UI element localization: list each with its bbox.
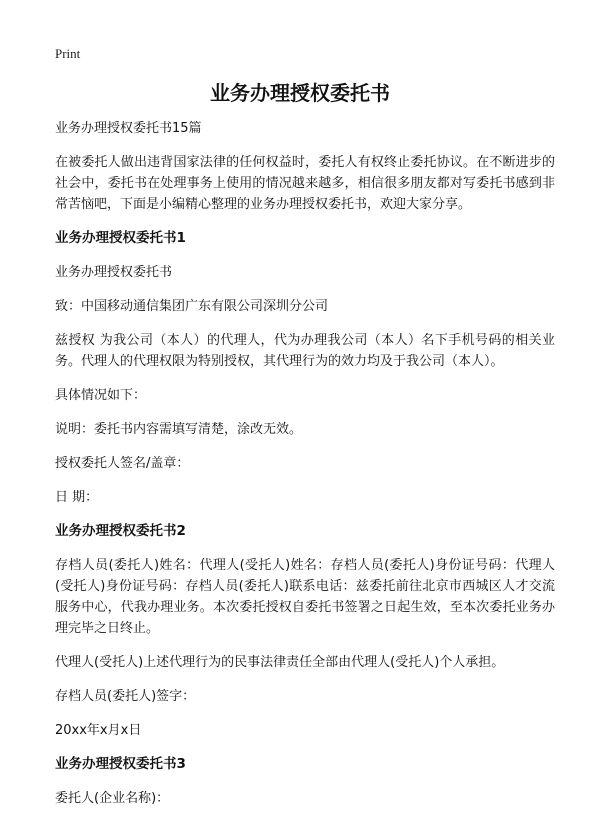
section-heading-3: 业务办理授权委托书3 bbox=[55, 756, 186, 772]
section-heading-2: 业务办理授权委托书2 bbox=[55, 523, 186, 539]
section2-line2: 代理人(受托人)上述代理行为的民事法律责任全部由代理人(受托人)个人承担。 bbox=[55, 655, 505, 670]
section2-line4: 20xx年x月x日 bbox=[55, 723, 142, 738]
page-title: 业务办理授权委托书 bbox=[210, 81, 390, 105]
print-link[interactable]: Print bbox=[55, 46, 81, 61]
article-subtitle: 业务办理授权委托书15篇 bbox=[55, 121, 202, 136]
article-intro: 在被委托人做出违背国家法律的任何权益时，委托人有权终止委托协议。在不断进步的社会中，委托书在处理事务上使用的情况越来越多，相信很多朋友都对写委托书感到非常苦恼吧，下面是小编精心整理的业务办理授权委托书，欢迎大家分享。 bbox=[55, 155, 555, 212]
section1-line2: 致：中国移动通信集团广东有限公司深圳分公司 bbox=[55, 299, 329, 314]
section1-line6: 授权委托人签名/盖章： bbox=[55, 456, 190, 471]
section-heading-1: 业务办理授权委托书1 bbox=[55, 230, 186, 246]
section2-line3: 存档人员(委托人)签字： bbox=[55, 689, 196, 704]
section2-line1: 存档人员(委托人)姓名：代理人(受托人)姓名：存档人员(委托人)身份证号码：代理人(受托人)身份证号码：存档人员(委托人)联系电话：兹委托前往北京市西城区人才交流服务中心，代我办理业务。本次委托授权自委托书签署之日起生效，至本次委托业务办理完毕之日终止。 bbox=[55, 558, 555, 636]
section1-line5: 说明：委托书内容需填写清楚，涂改无效。 bbox=[55, 422, 303, 437]
section3-line1: 委托人(企业名称)： bbox=[55, 791, 170, 806]
section1-line7: 日 期： bbox=[55, 490, 99, 505]
section1-line4: 具体情况如下： bbox=[55, 388, 147, 403]
section1-line1: 业务办理授权委托书 bbox=[55, 265, 173, 280]
article-body bbox=[55, 118, 555, 822]
section1-line3: 兹授权 为我公司（本人）的代理人，代为办理我公司（本人）名下手机号码的相关业务。代理人的代理权限为特别授权，其代理行为的效力均及于我公司（本人）。 bbox=[55, 333, 555, 369]
